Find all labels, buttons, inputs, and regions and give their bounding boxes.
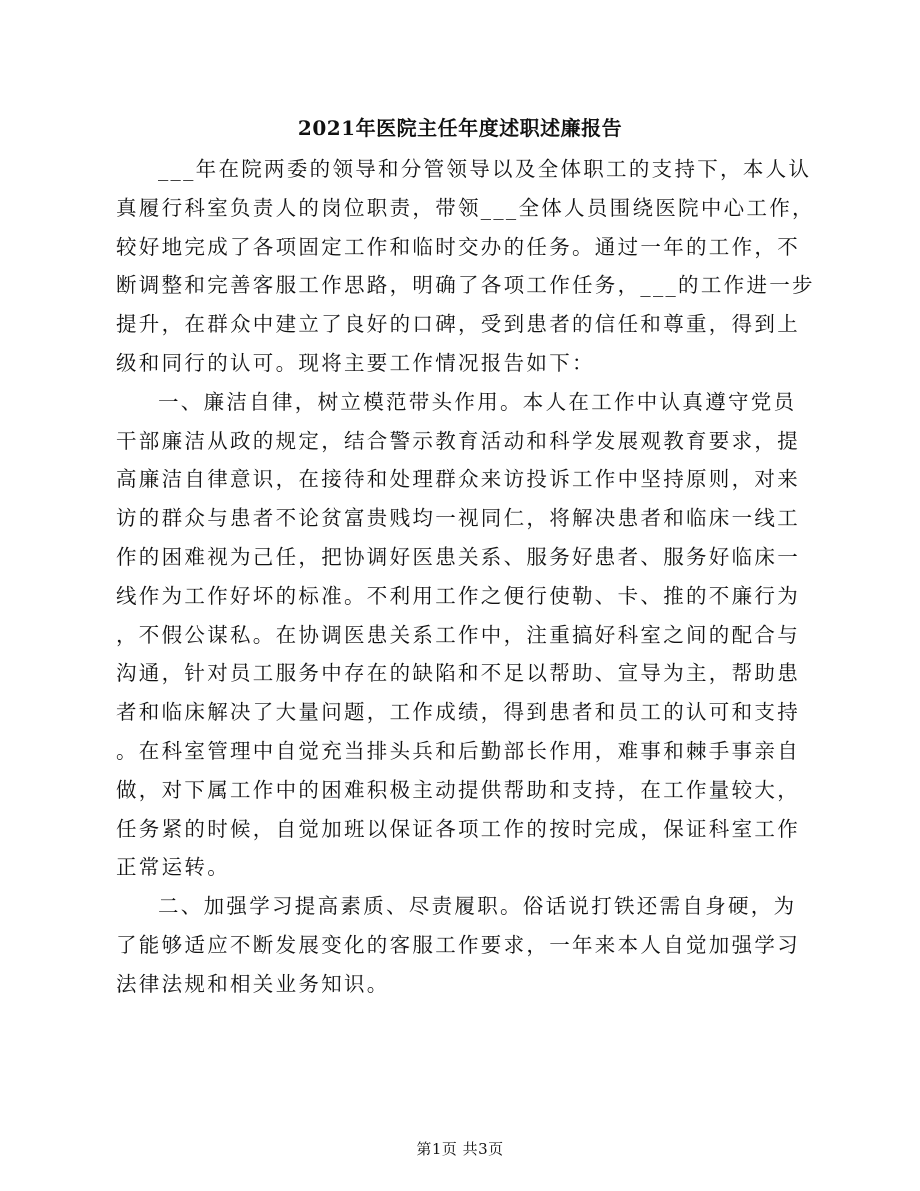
text-line: 较好地完成了各项固定工作和临时交办的任务。通过一年的工作，不 [116, 234, 800, 259]
text-line: 访的群众与患者不论贫富贵贱均一视同仁，将解决患者和临床一线工 [116, 506, 800, 531]
text-line: 真履行科室负责人的岗位职责，带领___全体人员围绕医院中心工作， [116, 195, 815, 220]
text-line: 。在科室管理中自觉充当排头兵和后勤部长作用，难事和棘手事亲自 [116, 738, 800, 763]
text-line: 干部廉洁从政的规定，结合警示教育活动和科学发展观教育要求，提 [116, 428, 800, 453]
text-line: 线作为工作好坏的标准。不利用工作之便行使勒、卡、推的不廉行为 [116, 583, 800, 608]
text-line: 断调整和完善客服工作思路，明确了各项工作任务，___的工作进一步 [116, 273, 815, 298]
paragraph-1 [116, 150, 815, 383]
text-line: 了能够适应不断发展变化的客服工作要求，一年来本人自觉加强学习 [116, 932, 800, 957]
text-line: 一、廉洁自律，树立模范带头作用。本人在工作中认真遵守党员 [158, 389, 797, 414]
text-line: 作的困难视为己任，把协调好医患关系、服务好患者、服务好临床一 [116, 544, 800, 569]
text-line: 级和同行的认可。现将主要工作情况报告如下： [116, 350, 595, 375]
text-line: 法律法规和相关业务知识。 [116, 971, 390, 996]
text-line: 沟通，针对员工服务中存在的缺陷和不足以帮助、宣导为主，帮助患 [116, 661, 800, 686]
text-line: 做，对下属工作中的困难积极主动提供帮助和支持，在工作量较大， [116, 777, 800, 802]
text-line: 二、加强学习提高素质、尽责履职。俗话说打铁还需自身硬，为 [158, 894, 797, 919]
document-body [116, 150, 815, 1004]
text-line: 任务紧的时候，自觉加班以保证各项工作的按时完成，保证科室工作 [116, 816, 800, 841]
paragraph-2 [116, 383, 806, 887]
text-line: 高廉洁自律意识，在接待和处理群众来访投诉工作中坚持原则，对来 [116, 467, 800, 492]
text-line: 正常运转。 [116, 855, 230, 880]
document-title: 2021年医院主任年度述职述廉报告 [297, 116, 623, 140]
page-number-footer: 第1页 共3页 [416, 1140, 504, 1158]
text-line: ，不假公谋私。在协调医患关系工作中，注重搞好科室之间的配合与 [116, 622, 800, 647]
text-line: ___年在院两委的领导和分管领导以及全体职工的支持下，本人认 [158, 157, 812, 181]
paragraph-3 [116, 887, 806, 1003]
text-line: 提升，在群众中建立了良好的口碑，受到患者的信任和尊重，得到上 [116, 312, 800, 337]
text-line: 者和临床解决了大量问题，工作成绩，得到患者和员工的认可和支持 [116, 700, 800, 725]
